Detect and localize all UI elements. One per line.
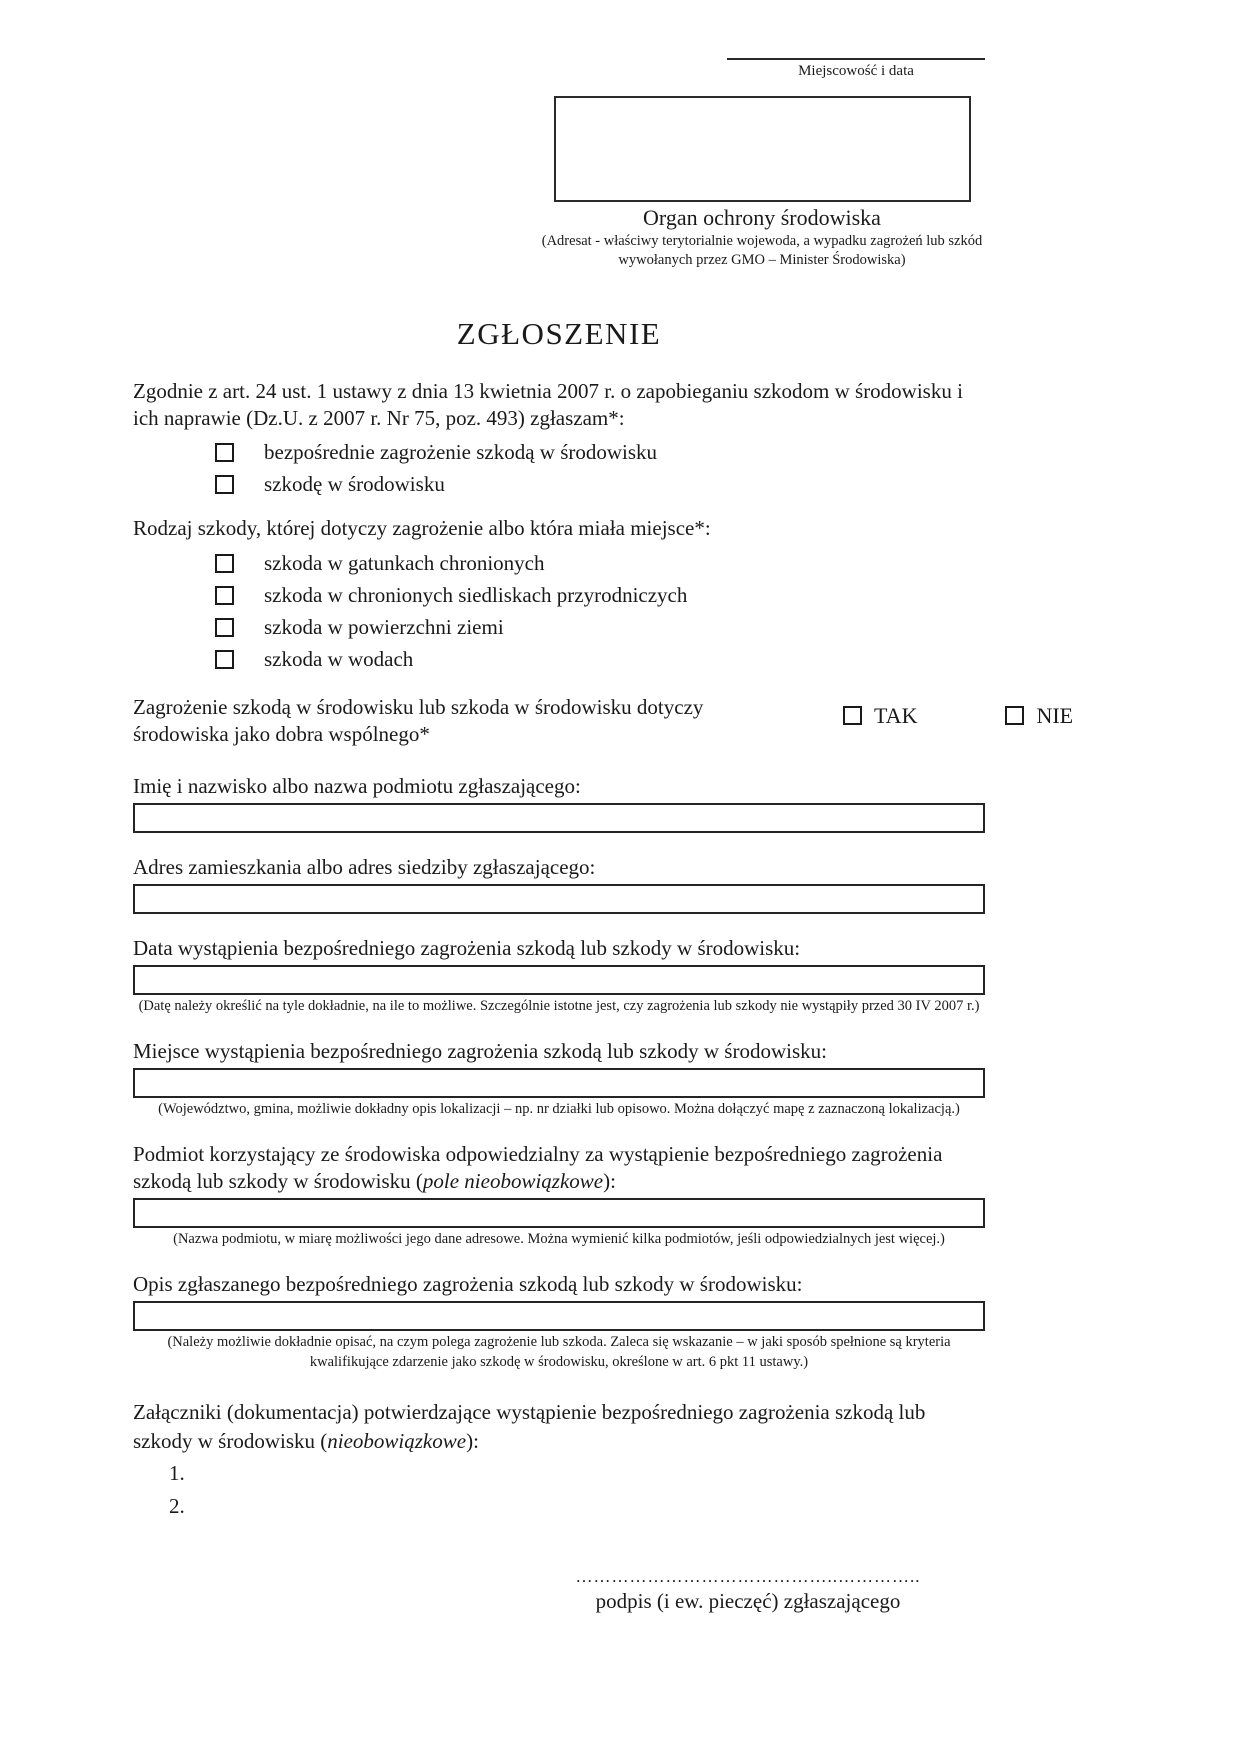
place-input[interactable] (133, 1068, 985, 1098)
subject-label-prefix: Podmiot korzystający ze środowiska odpowiedzialny za wystąpienie bezpośredniego zagrożenia szkodą lub szkody w środowisku ( (133, 1141, 943, 1194)
description-field-label: Opis zgłaszanego bezpośredniego zagrożenia szkodą lub szkody w środowisku: (133, 1272, 803, 1297)
common-good-no (1005, 703, 1073, 729)
name-input[interactable] (133, 803, 985, 833)
no-label: NIE (1036, 702, 1074, 728)
addressee-title: Organ ochrony środowiska (643, 205, 881, 230)
subject-label-suffix: ): (603, 1169, 616, 1194)
signature-write-line[interactable]: ……………………………………..………….. (575, 1567, 921, 1587)
attachments-label (133, 1398, 985, 1455)
field-group-address (133, 854, 985, 914)
damage-type-label: Rodzaj szkody, której dotyczy zagrożenie albo która miała miejsce*: (133, 516, 711, 541)
report-option-label: szkodę w środowisku (264, 472, 445, 497)
date-field-label: Data wystąpienia bezpośredniego zagrożenia szkodą lub szkody w środowisku: (133, 936, 801, 961)
checkbox-waters[interactable] (215, 650, 234, 669)
place-field-label: Miejsce wystąpienia bezpośredniego zagrożenia szkodą lub szkody w środowisku: (133, 1039, 827, 1064)
field-group-subject (133, 1141, 985, 1250)
attachments-label-italic: nieobowiązkowe (327, 1428, 467, 1453)
addressee-input-box[interactable] (554, 96, 971, 202)
checkbox-no[interactable] (1005, 706, 1024, 725)
form-title: ZGŁOSZENIE (456, 315, 662, 351)
checkbox-land-surface[interactable] (215, 618, 234, 637)
damage-type-row (133, 583, 985, 608)
address-field-label: Adres zamieszkania albo adres siedziby zgłaszającego: (133, 854, 596, 879)
subject-field-note: (Nazwa podmiotu, w miarę możliwości jego dane adresowe. Można wymienić kilka podmiotów, jeśli odpowiedzialnych jest więcej.) (173, 1231, 945, 1248)
common-good-choices (843, 703, 1073, 729)
report-option-row (133, 440, 985, 465)
damage-type-option-label: szkoda w chronionych siedliskach przyrodniczych (264, 582, 688, 607)
signature-caption: podpis (i ew. pieczęć) zgłaszającego (595, 1589, 901, 1614)
attachments-section (133, 1398, 985, 1521)
checkbox-direct-threat[interactable] (215, 443, 234, 462)
damage-type-row (133, 615, 985, 640)
attachments-label-suffix: ): (466, 1428, 479, 1453)
damage-type-option-label: szkoda w wodach (264, 646, 414, 671)
damage-type-list (133, 551, 985, 672)
attachment-item-1[interactable]: 1. (169, 1461, 185, 1486)
attachments-label-prefix: Załączniki (dokumentacja) potwierdzające wystąpienie bezpośredniego zagrożenia szkodą lub szkody w środowisku ( (133, 1400, 926, 1453)
signature-block (553, 1567, 943, 1614)
yes-label: TAK (874, 702, 918, 728)
report-option-label: bezpośrednie zagrożenie szkodą w środowisku (264, 440, 658, 465)
damage-type-option-label: szkoda w powierzchni ziemi (264, 614, 504, 639)
subject-input[interactable] (133, 1198, 985, 1228)
date-field-note: (Datę należy określić na tyle dokładnie, na ile to możliwe. Szczególnie istotne jest, czy zagrożenia lub szkody nie wystąpiły przed 30 IV 2007 r.) (138, 998, 980, 1015)
report-option-row (133, 472, 985, 497)
field-group-description (133, 1271, 985, 1372)
place-date-label: Miejscowość i data (798, 63, 914, 79)
addressee-block (539, 96, 985, 270)
address-input[interactable] (133, 884, 985, 914)
report-options-list (133, 440, 985, 497)
intro-paragraph: Zgodnie z art. 24 ust. 1 ustawy z dnia 13 kwietnia 2007 r. o zapobieganiu szkodom w środowisku i ich naprawie (Dz.U. z 2007 r. Nr 75, poz. 493) zgłaszam*: (133, 378, 963, 430)
field-group-place (133, 1038, 985, 1120)
checkbox-protected-species[interactable] (215, 554, 234, 573)
subject-field-label (133, 1141, 985, 1196)
checkbox-environmental-damage[interactable] (215, 475, 234, 494)
common-good-yes (843, 703, 917, 729)
damage-type-row (133, 551, 985, 576)
subject-label-italic: pole nieobowiązkowe (422, 1169, 604, 1194)
damage-type-option-label: szkoda w gatunkach chronionych (264, 550, 545, 575)
common-good-section (133, 694, 1074, 752)
addressee-note: (Adresat - właściwy terytorialnie wojewoda, a wypadku zagrożeń lub szkód wywołanych przez GMO – Minister Środowiska) (541, 233, 983, 268)
description-field-note: (Należy możliwie dokładnie opisać, na czym polega zagrożenie lub szkoda. Zaleca się wskazanie – w jaki sposób spełnione są kryteria kwalifikujące zdarzenie jako szkodę w środowisku, określone w art. 6 pkt 11 ustawy.) (167, 1334, 951, 1370)
checkbox-protected-habitats[interactable] (215, 586, 234, 605)
checkbox-yes[interactable] (843, 706, 862, 725)
field-group-date (133, 935, 985, 1017)
name-field-label: Imię i nazwisko albo nazwa podmiotu zgłaszającego: (133, 773, 581, 798)
damage-type-row (133, 647, 985, 672)
field-group-name (133, 773, 985, 833)
place-date-block (727, 58, 985, 80)
common-good-label: Zagrożenie szkodą w środowisku lub szkoda w środowisku dotyczy środowiska jako dobra wspólnego* (133, 694, 704, 747)
place-field-note: (Województwo, gmina, możliwie dokładny opis lokalizacji – np. nr działki lub opisowo. Można dołączyć mapę z zaznaczoną lokalizacją.) (158, 1101, 960, 1118)
date-input[interactable] (133, 965, 985, 995)
attachment-item-2[interactable]: 2. (169, 1494, 185, 1519)
description-input[interactable] (133, 1301, 985, 1331)
